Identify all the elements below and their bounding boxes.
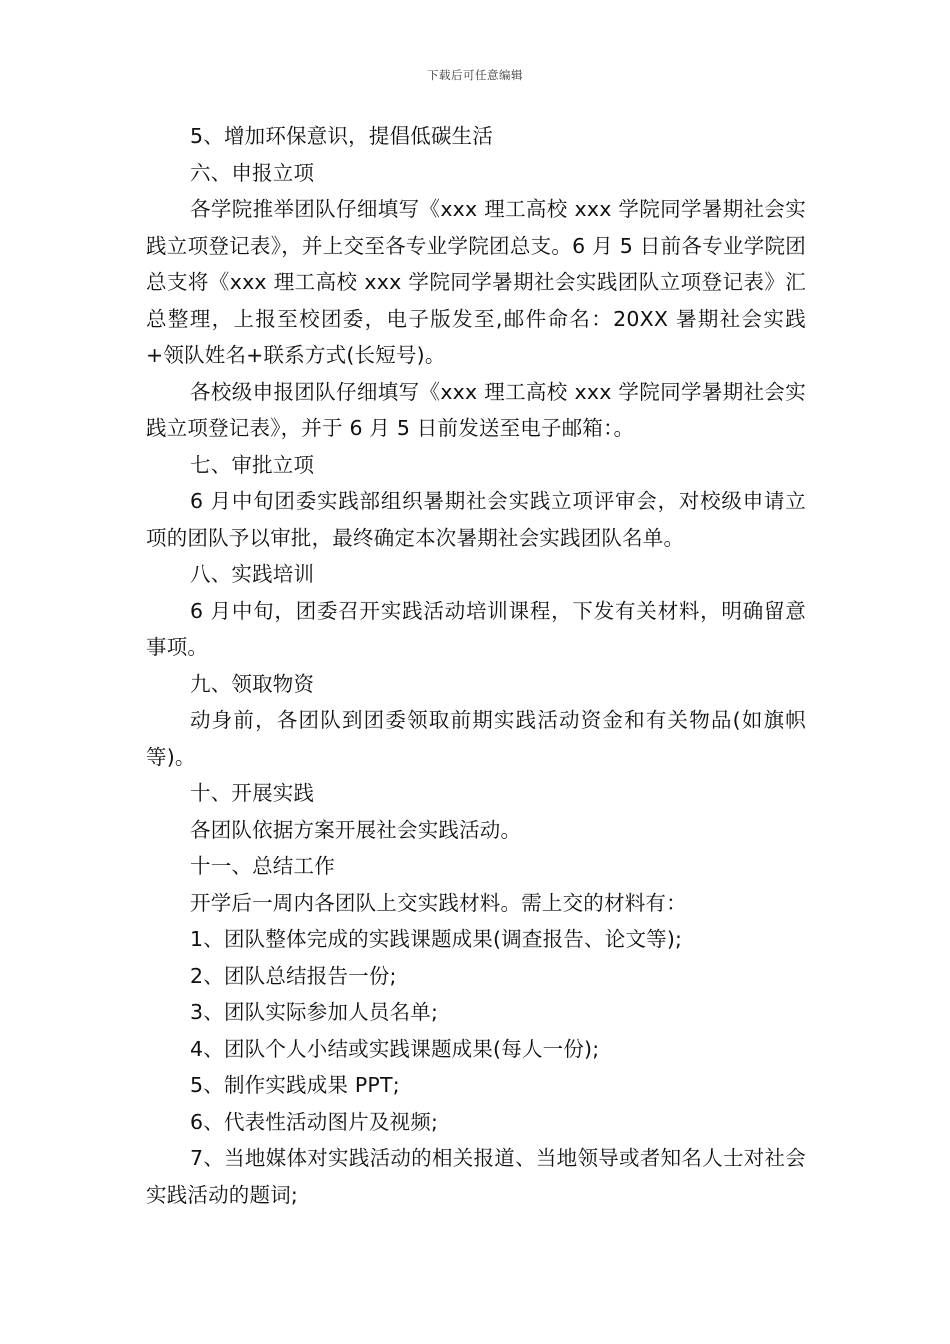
list-item-1: 1、团队整体完成的实践课题成果(调查报告、论文等); (190, 927, 683, 951)
document-body (146, 118, 806, 1213)
section-heading-9: 九、领取物资 (190, 671, 315, 696)
body-paragraph-practice: 各团队依据方案开展社会实践活动。 (190, 817, 522, 842)
list-item-3: 3、团队实际参加人员名单; (190, 1000, 439, 1024)
section-heading-8: 八、实践培训 (190, 562, 315, 586)
body-paragraph-training: 6 月中旬，团委召开实践活动培训课程，下发有关材料，明确留意事项。 (146, 598, 806, 659)
section-heading-11: 十一、总结工作 (190, 854, 335, 878)
section-heading-7: 七、审批立项 (190, 452, 315, 477)
list-item-6: 6、代表性活动图片及视频; (190, 1109, 439, 1134)
list-item-4: 4、团队个人小结或实践课题成果(每人一份); (190, 1036, 600, 1061)
body-paragraph-school-level: 各校级申报团队仔细填写《xxx 理工高校 xxx 学院同学暑期社会实践立项登记表》，并于 6 月 5 日前发送至电子邮箱：。 (146, 379, 806, 440)
list-item-7: 7、当地媒体对实践活动的相关报道、当地领导或者知名人士对社会实践活动的题词; (146, 1146, 806, 1207)
list-item-5-low-carbon: 5、增加环保意识，提倡低碳生活 (190, 124, 494, 148)
list-item-5: 5、制作实践成果 PPT; (190, 1073, 400, 1097)
body-paragraph-application: 各学院推举团队仔细填写《xxx 理工高校 xxx 学院同学暑期社会实践立项登记表》，并上交至各专业学院团总支。6 月 5 日前各专业学院团总支将《xxx 理工高校 xxx 学院同学暑期社会实践团队立项登记表》汇总整理，上报至校团委，电子版发至,邮件命名：20XX 暑期社会实践+领队姓名+联系方式(长短号)。 (146, 197, 806, 367)
body-paragraph-review: 6 月中旬团委实践部组织暑期社会实践立项评审会，对校级申请立项的团队予以审批，最终确定本次暑期社会实践团队名单。 (146, 489, 806, 550)
body-paragraph-summary: 开学后一周内各团队上交实践材料。需上交的材料有： (190, 890, 687, 915)
list-item-2: 2、团队总结报告一份; (190, 963, 397, 988)
body-paragraph-supplies: 动身前，各团队到团委领取前期实践活动资金和有关物品(如旗帜等)。 (146, 708, 806, 769)
section-heading-10: 十、开展实践 (190, 781, 315, 805)
section-heading-6: 六、申报立项 (190, 160, 315, 185)
page-header: 下载后可任意编辑 (427, 68, 523, 82)
